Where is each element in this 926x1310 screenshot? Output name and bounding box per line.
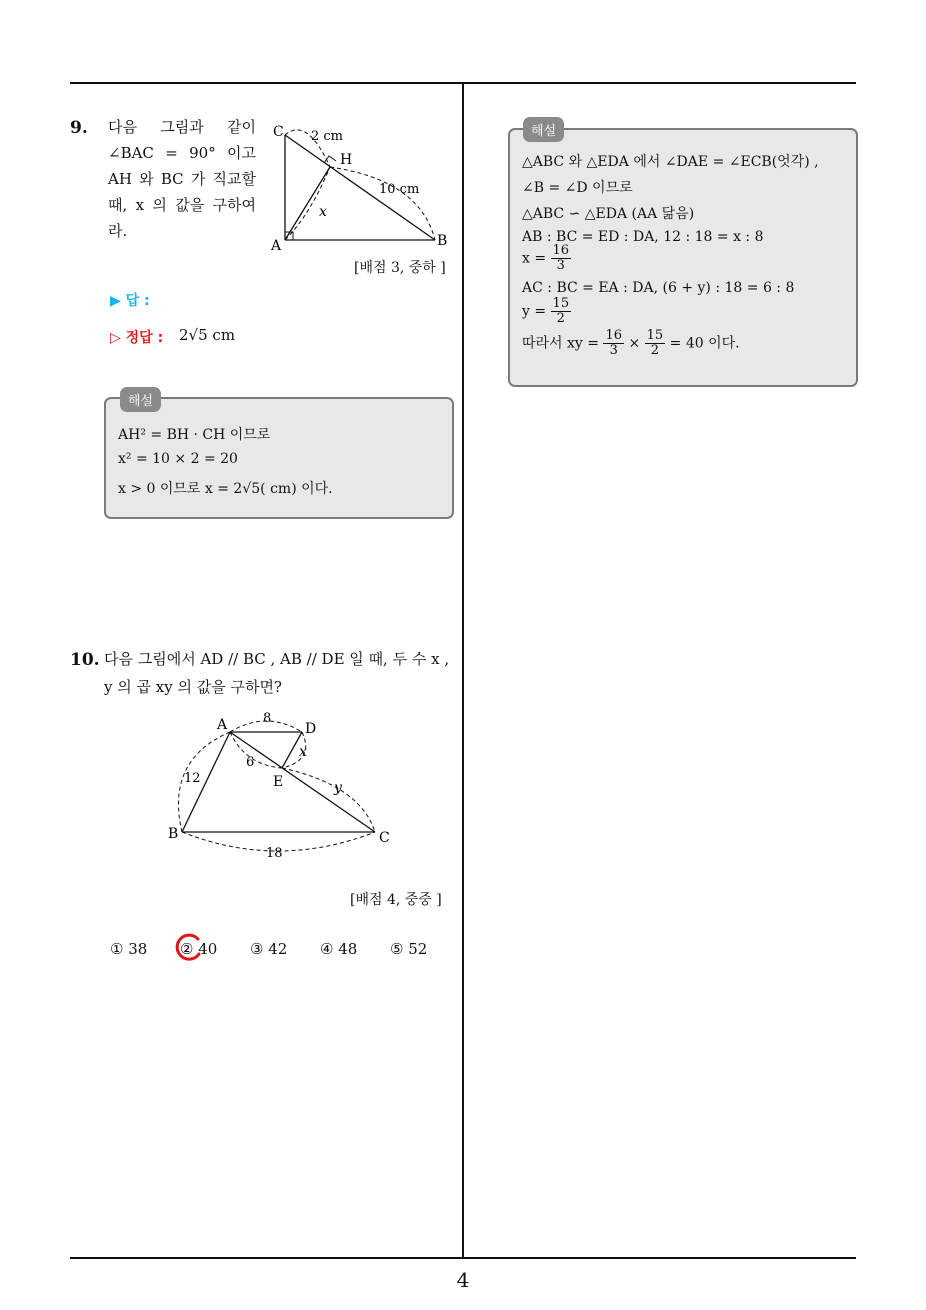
q9-label-x: x bbox=[319, 204, 327, 220]
q10-label-ad: 8 bbox=[263, 711, 272, 726]
q10-solution-line: AC : BC = EA : DA, (6 + y) : 18 = 6 : 8 bbox=[522, 280, 795, 296]
q9-correct-label: ▷ 정답 : bbox=[110, 330, 164, 346]
q10-label-y: y bbox=[334, 780, 342, 796]
q10-label-bc: 18 bbox=[266, 846, 283, 861]
q10-final-fraction-2 bbox=[645, 329, 666, 358]
q9-label-a: A bbox=[271, 238, 282, 254]
q10-solution-line: AB : BC = ED : DA, 12 : 18 = x : 8 bbox=[522, 229, 764, 245]
denominator: 3 bbox=[609, 343, 618, 358]
q10-label-b: B bbox=[168, 826, 179, 842]
column-divider bbox=[462, 82, 464, 1259]
q9-solution-line: x² = 10 × 2 = 20 bbox=[118, 451, 238, 467]
q10-final-fraction-1 bbox=[603, 329, 624, 358]
numerator: 16 bbox=[552, 243, 570, 258]
q10-y-lhs: y = bbox=[522, 303, 547, 320]
denominator: 2 bbox=[650, 343, 660, 358]
denominator: 3 bbox=[556, 258, 565, 273]
numerator: 15 bbox=[646, 328, 664, 343]
q9-text-line: AH 와 BC 가 직교할 bbox=[108, 170, 256, 188]
q9-number: 9. bbox=[70, 118, 88, 138]
q9-text-line: ∠BAC = 90° 이고 bbox=[108, 144, 256, 162]
q9-solution-line: x > 0 이므로 x = 2√5( cm) 이다. bbox=[118, 481, 333, 497]
q10-solution-x bbox=[522, 244, 571, 273]
q9-question-text bbox=[108, 114, 256, 244]
q10-label-x: x bbox=[299, 744, 307, 760]
q10-question-line: y 의 곱 xy 의 값을 구하면? bbox=[104, 678, 282, 696]
q9-label-c: C bbox=[273, 124, 284, 140]
q10-label-ae: 6 bbox=[246, 755, 255, 770]
q10-label-ab: 12 bbox=[184, 771, 201, 786]
q9-label-b: B bbox=[437, 233, 448, 249]
q10-label-d: D bbox=[305, 721, 317, 737]
q10-solution-final bbox=[522, 329, 740, 358]
q10-solution-line: △ABC ∽ △EDA (AA 닮음) bbox=[522, 206, 695, 222]
q10-label-e: E bbox=[273, 774, 284, 790]
q10-trapezoid-figure bbox=[160, 705, 410, 865]
q10-question-line: 다음 그림에서 AD // BC , AB // DE 일 때, 두 수 x , bbox=[104, 650, 450, 668]
q10-y-fraction bbox=[551, 297, 572, 326]
q9-label-ch: 2 cm bbox=[311, 129, 344, 144]
q10-number: 10. bbox=[70, 650, 100, 670]
numerator: 16 bbox=[605, 328, 623, 343]
q10-solution-line: △ABC 와 △EDA 에서 ∠DAE = ∠ECB(엇각) , bbox=[522, 154, 819, 170]
bottom-rule bbox=[70, 1257, 856, 1259]
q10-solution-y bbox=[522, 297, 571, 326]
q10-choice-4[interactable]: ④ 48 bbox=[320, 940, 358, 958]
numerator: 15 bbox=[552, 296, 570, 311]
q9-label-h: H bbox=[340, 152, 353, 168]
q9-answer-label: ▶ 답 : bbox=[110, 293, 150, 309]
q10-label-c: C bbox=[379, 830, 390, 846]
q9-label-hb: 10 cm bbox=[379, 182, 420, 197]
q9-text-line: 라. bbox=[108, 222, 128, 240]
q10-choice-5[interactable]: ⑤ 52 bbox=[390, 940, 428, 958]
q9-correct-value: 2√5 cm bbox=[179, 326, 236, 344]
q10-choice-1[interactable]: ① 38 bbox=[110, 940, 148, 958]
selected-answer-mark bbox=[172, 932, 204, 964]
q9-triangle-figure bbox=[265, 120, 460, 255]
q10-solution-tag: 해설 bbox=[523, 117, 564, 142]
q9-solution-tag: 해설 bbox=[120, 387, 161, 412]
page-number: 4 bbox=[456, 1268, 470, 1292]
q10-final-suffix: = 40 이다. bbox=[669, 335, 740, 352]
q10-x-lhs: x = bbox=[522, 250, 547, 267]
q9-text-line: 때, x 의 값을 구하여 bbox=[108, 196, 256, 214]
q10-choice-2[interactable]: ② 40 bbox=[180, 940, 218, 958]
q9-score: [배점 3, 중하 ] bbox=[354, 260, 446, 276]
q10-label-a: A bbox=[217, 717, 228, 733]
q10-solution-line: ∠B = ∠D 이므로 bbox=[522, 180, 633, 196]
denominator: 2 bbox=[556, 311, 565, 326]
q10-x-fraction bbox=[551, 244, 572, 273]
q10-score: [배점 4, 중중 ] bbox=[350, 892, 442, 908]
q9-text-line: 다음 그림과 같이 bbox=[108, 118, 256, 136]
q9-solution-line: AH² = BH · CH 이므로 bbox=[118, 427, 271, 443]
times-sign: × bbox=[628, 335, 641, 352]
q10-choice-3[interactable]: ③ 42 bbox=[250, 940, 288, 958]
q10-final-prefix: 따라서 xy = bbox=[522, 335, 600, 352]
